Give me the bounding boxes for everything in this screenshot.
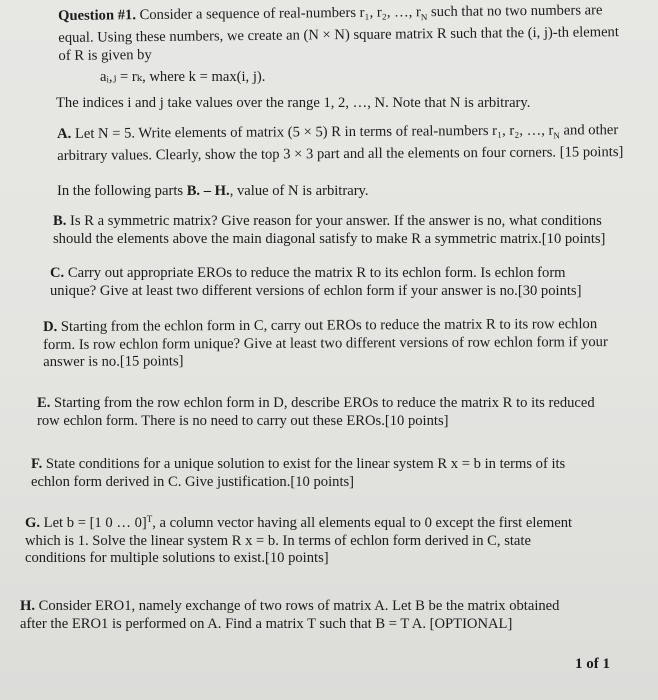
- intro-line-2: equal. Using these numbers, we create an (N × N) square matrix R such that the (i, j)-th element: [58, 24, 619, 47]
- question-title: Question #1.: [58, 7, 137, 24]
- part-b-line-1: Is R a symmetric matrix? Give reason for your answer. If the answer is no, what conditions: [70, 213, 602, 229]
- part-e-points: [10 points]: [384, 412, 449, 429]
- part-g-points: [10 points]: [264, 550, 329, 566]
- part-c-line-2: unique? Give at least two different versions of echlon form if your answer is no.: [50, 282, 518, 299]
- part-h-label: H.: [20, 598, 35, 614]
- part-a-label: A.: [57, 125, 72, 142]
- part-e-line-1: Starting from the row echlon form in D, describe EROs to reduce the matrix R to its reduced: [54, 395, 595, 411]
- part-d-line-1: Starting from the echlon form in C, carry out EROs to reduce the matrix R to its row echlon: [60, 316, 598, 335]
- part-e-label: E.: [37, 395, 51, 411]
- definition-formula: aᵢ,ⱼ = rₖ, where k = max(i, j).: [100, 69, 266, 85]
- part-h: [20, 598, 656, 633]
- part-c-label: C.: [50, 265, 65, 281]
- part-d: [43, 316, 628, 372]
- part-f-line-2: echlon form derived in C. Give justification.: [31, 473, 291, 490]
- part-b: [53, 213, 615, 248]
- part-f-points: [10 points]: [290, 473, 355, 490]
- part-h-line-1: Consider ERO1, namely exchange of two rows of matrix A. Let B be the matrix obtained: [38, 598, 560, 614]
- part-g: [25, 515, 650, 568]
- part-d-line-2: form. Is row echlon form unique? Give at least two different versions of row echlon form if your: [43, 333, 608, 353]
- part-e: [37, 395, 634, 430]
- part-g-line-1a: Let b = [1 0 … 0]: [43, 515, 147, 531]
- part-h-line-2: after the ERO1 is performed on A. Find a matrix T such that B = T A. [OPTIONAL]: [20, 615, 513, 632]
- part-a-line-1b: and other: [559, 122, 619, 139]
- part-d-points: [15 points]: [119, 353, 184, 370]
- page-number: 1 of 1: [575, 656, 610, 672]
- note-b-h: [57, 183, 369, 201]
- part-a: [57, 122, 637, 166]
- intro-sub-n: N: [420, 12, 428, 23]
- note-text-2: , value of N is arbitrary.: [229, 183, 369, 199]
- part-g-line-3: conditions for multiple solutions to exist.: [25, 550, 265, 566]
- note-bold: B. – H.: [186, 183, 230, 199]
- intro-line-1a: Consider a sequence of real-numbers r₁, r₂, …, r: [139, 4, 421, 24]
- part-g-label: G.: [25, 515, 40, 531]
- part-c: [50, 265, 618, 300]
- part-c-line-1: Carry out appropriate EROs to reduce the matrix R to its echlon form. Is echlon form: [67, 265, 566, 281]
- note-text: In the following parts: [57, 183, 187, 199]
- part-g-line-2: which is 1. Solve the linear system R x = b. In terms of echlon form derived in C, state: [25, 532, 531, 549]
- part-c-points: [30 points]: [517, 282, 582, 299]
- part-f-line-1: State conditions for a unique solution to exist for the linear system R x = b in terms of its: [45, 456, 566, 472]
- part-f-label: F.: [31, 456, 43, 472]
- part-b-points: [10 points]: [541, 230, 606, 247]
- part-e-line-2: row echlon form. There is no need to carry out these EROs.: [37, 412, 385, 429]
- part-a-line-1a: Let N = 5. Write elements of matrix (5 × 5) R in terms of real-numbers r₁, r₂, …, r: [74, 122, 554, 142]
- part-d-label: D.: [43, 318, 58, 335]
- intro-line-3: of R is given by: [58, 46, 152, 64]
- intro-line-1b: such that no two numbers are: [427, 2, 603, 21]
- part-a-line-2: arbitrary values. Clearly, show the top 3 × 3 part and all the elements on four corners. [15 points]: [57, 144, 624, 165]
- part-b-line-2: should the elements above the main diagonal satisfy to make R a symmetric matrix.: [53, 230, 542, 247]
- question-intro: [58, 2, 634, 65]
- indices-note: The indices i and j take values over the range 1, 2, …, N. Note that N is arbitrary.: [56, 95, 531, 111]
- part-f: [31, 456, 642, 491]
- part-g-line-1b: , a column vector having all elements equal to 0 except the first element: [152, 515, 573, 531]
- part-g-sup-t: T: [146, 514, 153, 524]
- part-d-line-3: answer is no.: [43, 353, 120, 370]
- part-a-sub-n: N: [553, 130, 560, 141]
- part-b-label: B.: [53, 213, 67, 229]
